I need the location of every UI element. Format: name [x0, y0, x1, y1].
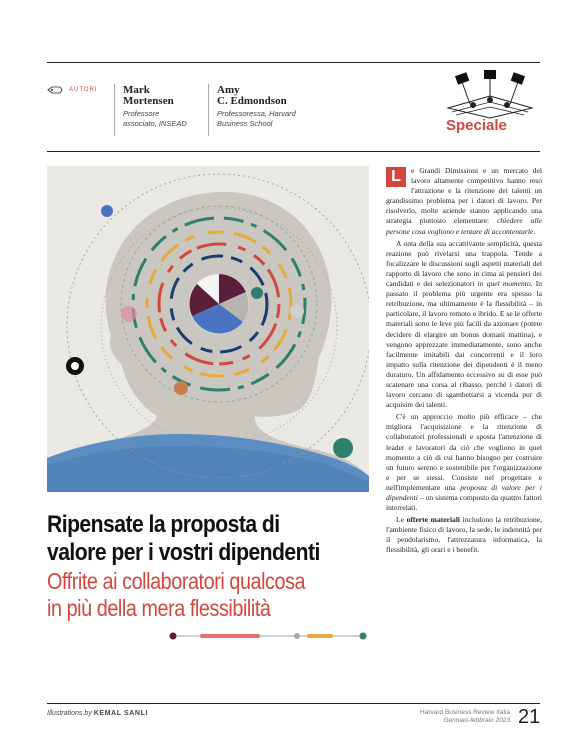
- decorative-bar-icon: [165, 632, 371, 640]
- author-block: [217, 85, 296, 129]
- speciale-badge-label: Speciale: [446, 117, 507, 134]
- article-title: Ripensate la proposta di valore per i vostri dipendenti: [47, 511, 320, 566]
- author-name: Mark: [123, 84, 150, 96]
- author-name: C. Edmondson: [217, 95, 287, 107]
- author-block: [123, 85, 187, 129]
- author-separator: [208, 84, 209, 136]
- top-rule: [47, 62, 540, 63]
- paragraph: A onta della sua accattivante semplicità, questa reazione può rivelarsi una trappola. Tende a focalizzare le discussioni sugli aspetti materiali del rapporto di lavoro che sono in cima ai pensieri dei candidati e dei selezionatori in quel momento. In passato il problema più urgente era spesso la retribuzione, ma ultimamente è la flessibilità – in particolare, il lavoro remoto e ibrido. E se le offerte materiali sono le leve più facili da azionare (potete decidere di elargire un bonus domani mattina), e vengono apprezzate immediatamente, sono anche facilmente imitabili dai concorrenti e il loro impatto sulla ritenzione dei dipendenti è il meno duraturo. Un affidamento eccessivo su di esse può scatenare una corsa al ribasso, perché i datori di lavoro cercano di sgambettarsi a vicenda pur di acquisire dei talenti.: [386, 238, 542, 410]
- author-role: Professoressa, Harvard Business School: [217, 109, 296, 128]
- author-name: Amy: [217, 84, 240, 96]
- authors-tag-label: AUTORI: [69, 87, 98, 93]
- illustration-credit: Illustrations by KEMAL SANLI: [47, 710, 149, 717]
- pen-nib-icon: [47, 86, 63, 94]
- head-circles-illustration: [47, 166, 369, 492]
- article-subtitle: Offrite ai collaboratori qualcosa in più della mera flessibilità: [47, 568, 306, 621]
- author-separator: [114, 84, 115, 136]
- paragraph: L e Grandi Dimissioni e un mercato del lavoro altamente competitivo hanno reso l'attrazione e la ritenzione dei talenti un grandissimo problema per i datori di lavoro. Per risolverlo, molte aziende stanno applicando una strategia piuttosto elementare: chiedere alle persone cosa vogliono e tentare di accontentarle.: [386, 166, 542, 236]
- speciale-badge-icon: [440, 70, 540, 122]
- article-body: [386, 166, 542, 558]
- dropcap: L: [386, 167, 406, 187]
- paragraph: C'è un approccio molto più efficace – che migliora l'acquisizione e la ritenzione di collaboratori professionali e sposta l'attenzione di leader e lavoratori da ciò che vogliono in quel momento a ciò di cui hanno bisogno per costruire un futuro sereno e sostenibile per l'organizzazione e per se stessi. Consiste nel progettare e nell'implementare una proposta di valore per i dipendenti – un sistema composto da quattro fattori interrelati.: [386, 412, 542, 513]
- publication-info: Harvard Business Review Italia Gennaio-febbraio 2023: [420, 709, 510, 724]
- author-role: Professore associato, INSEAD: [123, 109, 187, 128]
- section-rule: [47, 151, 540, 152]
- authors-tag: [47, 86, 98, 94]
- footer-rule: [47, 703, 540, 704]
- paragraph: Le offerte materiali includono la retribuzione, l'ambiente fisico di lavoro, la sede, le indennità per il pendolarismo, l'attrezzatura informatica, la flessibilità, gli orari e i benefit.: [386, 515, 542, 555]
- author-name: Mortensen: [123, 95, 174, 107]
- page-number: 21: [518, 706, 541, 728]
